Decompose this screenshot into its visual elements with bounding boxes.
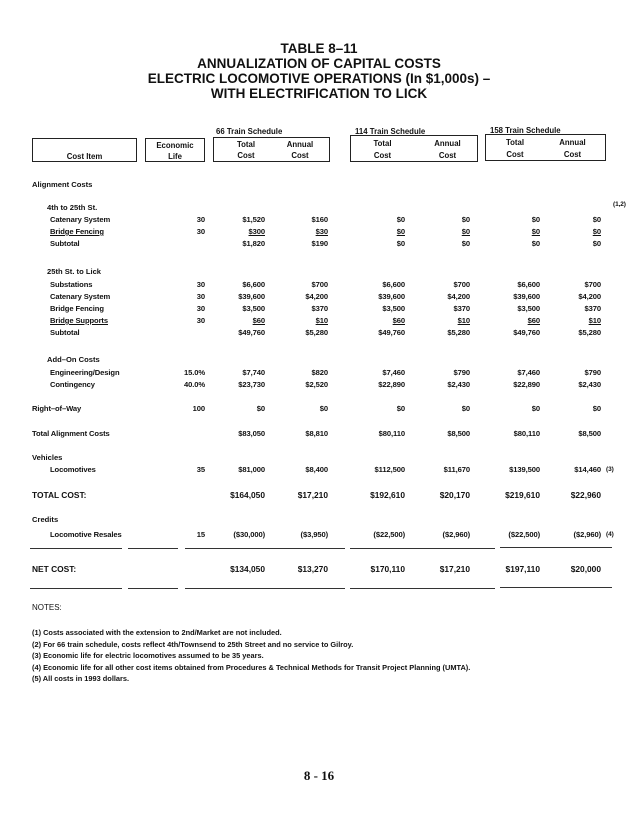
rule (350, 548, 495, 549)
rule (128, 548, 178, 549)
cost-cell: $6,600 (517, 280, 540, 289)
header-cost-item: Cost Item (66, 152, 103, 161)
cost-cell: $370 (311, 304, 328, 313)
economic-life-cell: 30 (196, 292, 205, 301)
header-cost: Cost (506, 150, 524, 159)
section-add-on-costs: Add–On Costs (47, 355, 100, 364)
cost-cell: $112,500 (374, 465, 405, 474)
cost-cell: $2,430 (578, 380, 601, 389)
cost-cell: $0 (396, 227, 405, 236)
cost-cell: $80,110 (378, 429, 405, 438)
cost-cell: $790 (453, 368, 470, 377)
cost-cell: $190 (311, 239, 328, 248)
header-annual: Annual (434, 139, 461, 148)
row-label: Engineering/Design (50, 368, 120, 377)
cost-cell: $4,200 (578, 292, 601, 301)
cost-cell: $39,600 (238, 292, 265, 301)
cost-cell: $10 (315, 316, 328, 325)
cost-cell: $8,400 (305, 465, 328, 474)
cost-cell: $139,500 (509, 465, 540, 474)
header-annual: Annual (286, 140, 314, 149)
economic-life-cell: 15 (196, 530, 205, 539)
row-label: Contingency (50, 380, 95, 389)
cost-cell: $49,760 (378, 328, 405, 337)
header-cost: Cost (291, 151, 309, 160)
cost-cell: $0 (256, 404, 265, 413)
cost-cell: $0 (592, 404, 601, 413)
row-label: Bridge Fencing (50, 304, 104, 313)
cost-cell: $49,760 (513, 328, 540, 337)
cost-cell: $164,050 (230, 490, 265, 500)
row-label: Substations (50, 280, 93, 289)
cost-cell: $3,500 (517, 304, 540, 313)
economic-life-cell: 30 (196, 280, 205, 289)
cost-cell: $0 (531, 227, 540, 236)
row-label: Catenary System (50, 292, 111, 301)
rule (500, 587, 612, 588)
cost-cell: $22,960 (570, 490, 601, 500)
cost-cell: $0 (592, 239, 601, 248)
cost-cell: ($3,950) (300, 530, 328, 539)
cost-cell: $300 (248, 227, 265, 236)
cost-cell: $17,210 (297, 490, 328, 500)
rule (128, 588, 178, 589)
cost-cell: ($2,960) (442, 530, 470, 539)
row-label: Locomotive Resales (50, 530, 122, 539)
schedule-114-label: 114 Train Schedule (355, 127, 426, 136)
cost-cell: $0 (396, 239, 405, 248)
section-alignment-costs: Alignment Costs (32, 180, 93, 189)
page-number: 8 - 16 (303, 768, 335, 783)
cost-cell: $0 (531, 215, 540, 224)
economic-life-cell: 30 (196, 316, 205, 325)
economic-life-cell: 100 (192, 404, 205, 413)
row-label: Total Alignment Costs (32, 429, 110, 438)
cost-cell: $20,170 (439, 490, 470, 500)
section-25th-to-lick: 25th St. to Lick (47, 267, 102, 276)
cost-cell: $0 (461, 227, 470, 236)
cost-cell: $83,050 (238, 429, 265, 438)
row-label: Locomotives (50, 465, 96, 474)
economic-life-cell: 15.0% (183, 368, 205, 377)
notes-heading: NOTES: (32, 603, 62, 612)
header-cost: Cost (237, 151, 255, 160)
cost-cell: $81,000 (238, 465, 265, 474)
table-subtitle: ELECTRIC LOCOMOTIVE OPERATIONS (In $1,000s) – (147, 71, 491, 86)
rule (350, 588, 495, 589)
note-item: (4) Economic life for all other cost items obtained from Procedures & Technical Methods for Transit Project Planning (UMTA). (32, 662, 471, 672)
cost-cell: $0 (592, 215, 601, 224)
cost-cell: $1,820 (242, 239, 265, 248)
header-cost: Cost (438, 151, 457, 160)
row-label: Bridge Fencing (50, 227, 104, 236)
cost-cell: $370 (453, 304, 470, 313)
row-label: NET COST: (32, 564, 77, 574)
section-4th-to-25th: 4th to 25th St. (47, 203, 98, 212)
note-item: (5) All costs in 1993 dollars. (32, 674, 130, 683)
cost-cell: $60 (392, 316, 405, 325)
header-total: Total (373, 139, 392, 148)
cost-cell: $8,810 (305, 429, 328, 438)
cost-cell: $370 (584, 304, 601, 313)
cost-cell: $0 (531, 239, 540, 248)
economic-life-cell: 40.0% (183, 380, 205, 389)
cost-cell: $11,670 (443, 465, 470, 474)
header-total: Total (505, 138, 525, 147)
cost-cell: $0 (396, 215, 405, 224)
cost-cell: $0 (461, 239, 470, 248)
cost-cell: $39,600 (378, 292, 405, 301)
cost-cell: $17,210 (439, 564, 470, 574)
economic-life-cell: 30 (196, 227, 205, 236)
note-item: (3) Economic life for electric locomotives assumed to be 35 years. (32, 651, 264, 660)
row-label: Subtotal (50, 239, 80, 248)
economic-life-cell: 30 (196, 215, 205, 224)
cost-cell: $10 (457, 316, 470, 325)
cost-cell: $4,200 (305, 292, 328, 301)
table-subtitle-2: WITH ELECTRIFICATION TO LICK (210, 86, 428, 101)
cost-cell: $1,520 (242, 215, 265, 224)
note-item: (2) For 66 train schedule, costs reflect 4th/Townsend to 25th Street and no service to Gilroy. (32, 639, 354, 649)
cost-cell: $30 (315, 227, 328, 236)
cost-cell: $20,000 (570, 564, 601, 574)
cost-cell: $0 (319, 404, 328, 413)
cost-cell: $2,430 (447, 380, 470, 389)
row-label: TOTAL COST: (32, 490, 87, 500)
row-label: Right–of–Way (32, 404, 82, 413)
cost-cell: $170,110 (370, 564, 405, 574)
header-cost: Cost (563, 150, 582, 159)
cost-cell: $14,460 (574, 465, 601, 474)
schedule-66-label: 66 Train Schedule (216, 127, 283, 136)
cost-cell: $22,890 (378, 380, 405, 389)
header-economic: Economic (156, 141, 194, 150)
cost-cell: $219,610 (505, 490, 540, 500)
cost-cell: $160 (311, 215, 328, 224)
cost-cell: $0 (461, 215, 470, 224)
rule (30, 548, 122, 549)
cost-cell: $4,200 (447, 292, 470, 301)
cost-cell: $197,110 (505, 564, 540, 574)
cost-cell: $192,610 (370, 490, 405, 500)
cost-cell: $39,600 (513, 292, 540, 301)
cost-cell: $820 (311, 368, 328, 377)
economic-life-cell: 35 (196, 465, 205, 474)
row-label: Bridge Supports (50, 316, 108, 325)
rule (185, 588, 345, 589)
header-cost: Cost (373, 151, 392, 160)
cost-cell: ($22,500) (373, 530, 405, 539)
cost-cell: $60 (527, 316, 540, 325)
cost-cell: $0 (531, 404, 540, 413)
cost-cell: $13,270 (297, 564, 328, 574)
cost-cell: $3,500 (382, 304, 405, 313)
footnote-ref: (3) (606, 466, 614, 473)
cost-cell: $8,500 (578, 429, 601, 438)
row-label: Catenary System (50, 215, 111, 224)
cost-cell: $10 (588, 316, 601, 325)
footnote-ref-1-2: (1,2) (613, 201, 626, 208)
rule (30, 588, 122, 589)
header-total: Total (236, 140, 256, 149)
cost-cell: $5,280 (447, 328, 470, 337)
cost-cell: $60 (252, 316, 265, 325)
schedule-158-label: 158 Train Schedule (490, 126, 561, 135)
cost-cell: $134,050 (230, 564, 265, 574)
footnote-ref: (4) (606, 531, 614, 538)
cost-cell: $2,520 (305, 380, 328, 389)
cost-cell: $3,500 (242, 304, 265, 313)
row-label: Subtotal (50, 328, 80, 337)
cost-cell: $23,730 (238, 380, 265, 389)
rule (185, 548, 345, 549)
cost-cell: $80,110 (513, 429, 540, 438)
cost-cell: $0 (396, 404, 405, 413)
cost-cell: $0 (592, 227, 601, 236)
rule (500, 547, 612, 548)
cost-cell: $7,740 (242, 368, 265, 377)
cost-cell: $22,890 (513, 380, 540, 389)
header-life: Life (168, 152, 182, 161)
header-annual: Annual (559, 138, 586, 147)
cost-cell: $700 (584, 280, 601, 289)
cost-cell: ($2,960) (573, 530, 601, 539)
cost-cell: $6,600 (382, 280, 405, 289)
cost-cell: $5,280 (578, 328, 601, 337)
cost-cell: $790 (584, 368, 601, 377)
table-number: TABLE 8–11 (280, 41, 358, 56)
cost-cell: $7,460 (382, 368, 405, 377)
cost-cell: ($30,000) (233, 530, 265, 539)
cost-cell: ($22,500) (508, 530, 540, 539)
table-title: ANNUALIZATION OF CAPITAL COSTS (197, 56, 441, 71)
section-credits: Credits (32, 515, 59, 524)
note-item: (1) Costs associated with the extension to 2nd/Market are not included. (32, 628, 282, 637)
cost-cell: $700 (311, 280, 328, 289)
cost-cell: $8,500 (447, 429, 470, 438)
cost-cell: $700 (453, 280, 470, 289)
economic-life-cell: 30 (196, 304, 205, 313)
cost-cell: $7,460 (517, 368, 540, 377)
section-vehicles: Vehicles (32, 453, 63, 462)
cost-cell: $5,280 (305, 328, 328, 337)
cost-cell: $6,600 (242, 280, 265, 289)
cost-cell: $0 (461, 404, 470, 413)
cost-cell: $49,760 (238, 328, 265, 337)
